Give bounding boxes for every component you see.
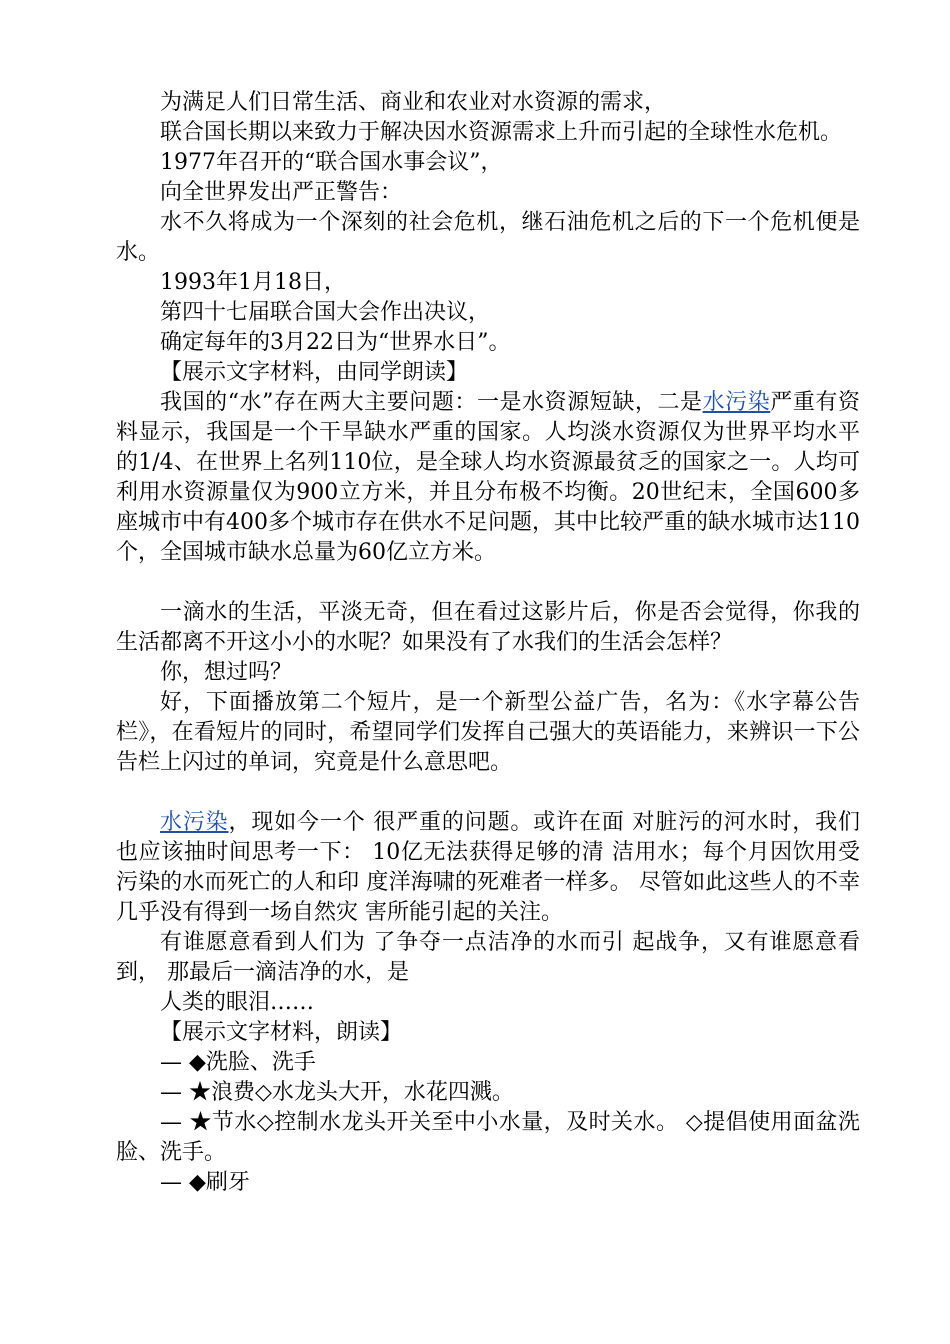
- paragraph: 【展示文字材料，由同学朗读】: [160, 360, 469, 385]
- paragraph: 联合国长期以来致力于解决因水资源需求上升而引起的全球性水危机。: [160, 120, 843, 145]
- paragraph: 你，想过吗？: [160, 660, 293, 685]
- paragraph: 为满足人们日常生活、商业和农业对水资源的需求，: [160, 90, 667, 115]
- document-page: [116, 88, 860, 1198]
- paragraph-text: ，现如今一个 很严重的问题。或许在面 对脏污的河水时，我们 也应该抽时间思考一下： 10亿无法获得足够的清 洁用水；每个月因饮用受 污染的水而死亡的人和印 度洋海啸的死难者一样多。 尽管如此这些人的不幸 几乎没有得到一场自然灾 害所能引起的关注。: [116, 810, 860, 925]
- paragraph: 向全世界发出严正警告：: [160, 180, 403, 205]
- paragraph: 确定每年的3月22日为“世界水日”。: [160, 330, 511, 355]
- paragraph: [116, 808, 860, 928]
- paragraph: — ◆洗脸、洗手: [160, 1050, 316, 1075]
- paragraph: 1977年召开的“联合国水事会议”，: [160, 150, 503, 175]
- paragraph: 第四十七届联合国大会作出决议，: [160, 300, 491, 325]
- blank-line: [116, 568, 860, 598]
- paragraph: — ◆刷牙: [160, 1170, 250, 1195]
- water-pollution-link[interactable]: 水污染: [702, 390, 771, 415]
- paragraph-text: 严重有资料显示，我国是一个干旱缺水严重的国家。人均淡水资源仅为世界平均水平的1/4、在世界上名列110位，是全球人均水资源最贫乏的国家之一。人均可利用水资源量仅为900立方米，并且分布极不均衡。20世纪末，全国600多座城市中有400多个城市存在供水不足问题，其中比较严重的缺水城市达110个，全国城市缺水总量为60亿立方米。: [116, 390, 860, 565]
- paragraph-text: 我国的“水”存在两大主要问题：一是水资源短缺，二是: [160, 390, 703, 415]
- paragraph: 一滴水的生活，平淡无奇，但在看过这影片后，你是否会觉得，你我的生活都离不开这小小的水呢？如果没有了水我们的生活会怎样？: [116, 600, 860, 655]
- paragraph: [116, 388, 860, 568]
- paragraph: 好，下面播放第二个短片，是一个新型公益广告，名为：《水字幕公告栏》，在看短片的同时，希望同学们发挥自己强大的英语能力，来辨识一下公告栏上闪过的单词，究竟是什么意思吧。: [116, 690, 860, 775]
- paragraph: 1993年1月18日，: [160, 270, 346, 295]
- paragraph: 有谁愿意看到人们为 了争夺一点洁净的水而引 起战争，又有谁愿意看到， 那最后一滴洁净的水，是: [116, 930, 860, 985]
- blank-line: [116, 778, 860, 808]
- paragraph: — ★浪费◇水龙头大开，水花四溅。: [160, 1080, 514, 1105]
- paragraph: — ★节水◇控制水龙头开关至中小水量，及时关水。 ◇提倡使用面盆洗脸、洗手。: [116, 1110, 860, 1165]
- water-pollution-link[interactable]: 水污染: [160, 810, 229, 835]
- paragraph: 【展示文字材料，朗读】: [160, 1020, 403, 1045]
- paragraph: 人类的眼泪……: [160, 990, 315, 1015]
- paragraph: 水不久将成为一个深刻的社会危机，继石油危机之后的下一个危机便是水。: [116, 210, 860, 265]
